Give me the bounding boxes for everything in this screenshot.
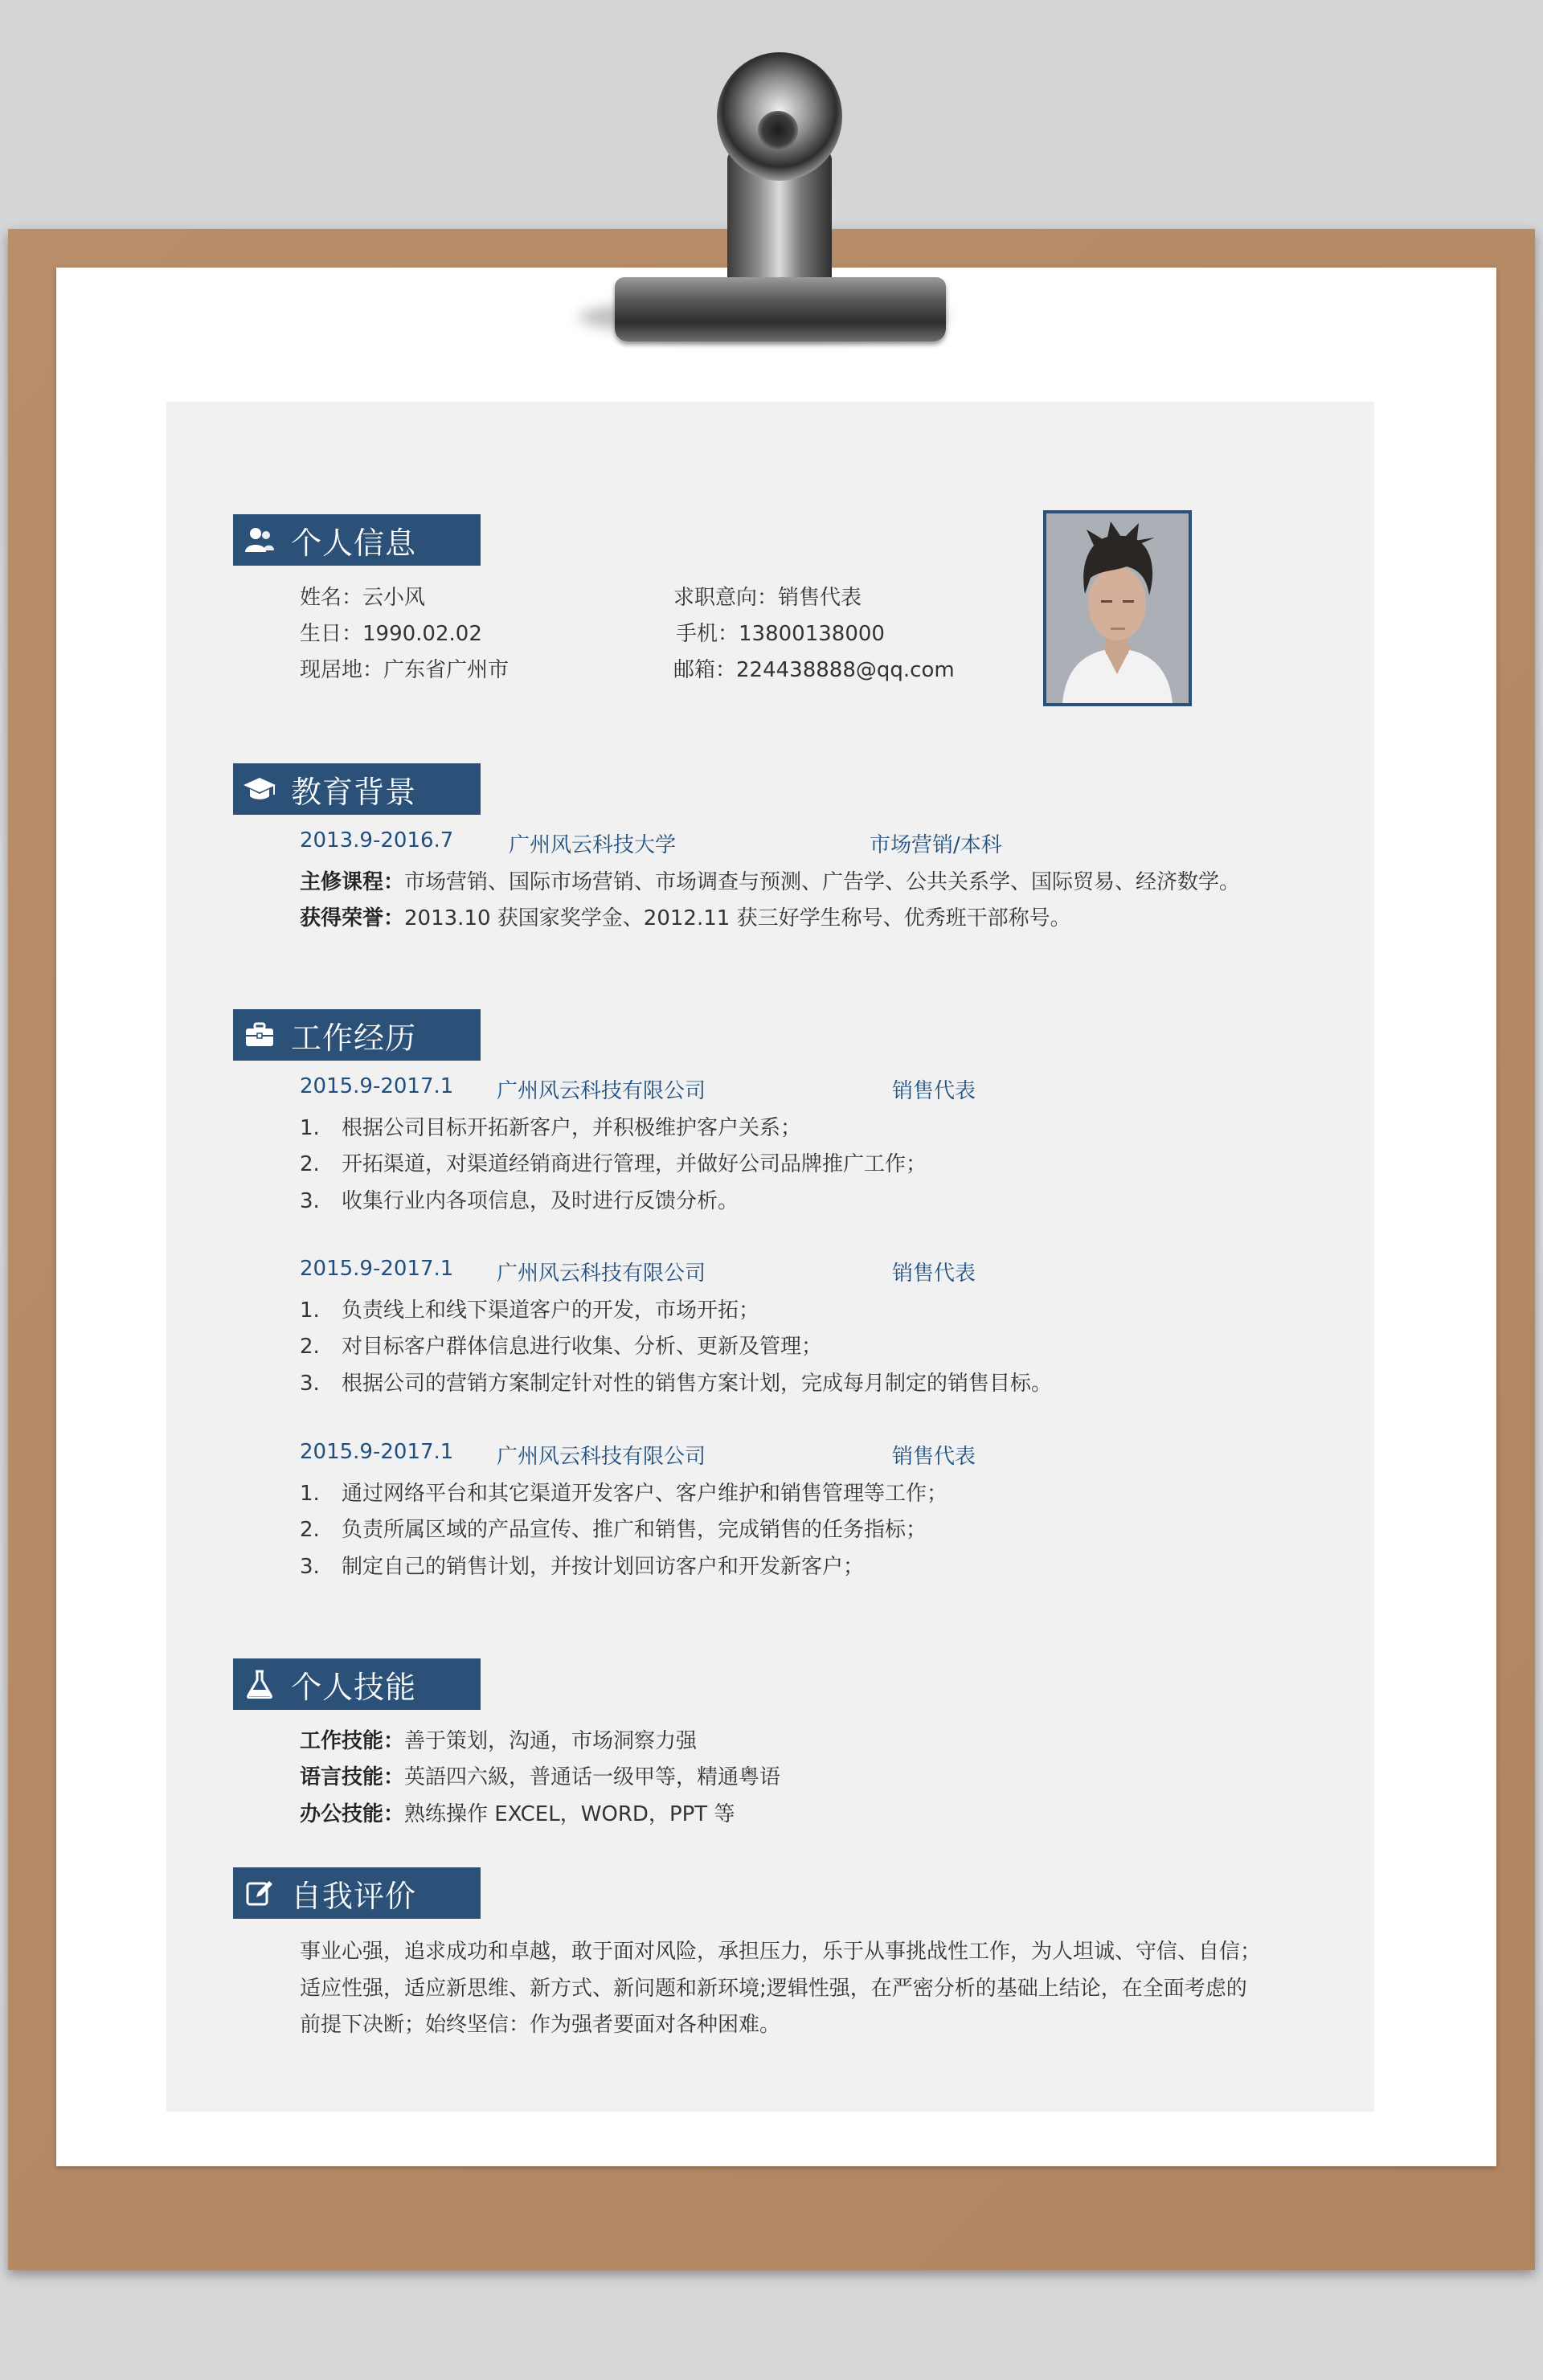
job-item-text: 收集行业内各项信息，及时进行反馈分析。 — [342, 1189, 739, 1213]
job-position: 销售代表 — [892, 1445, 976, 1469]
job-item-text: 通过网络平台和其它渠道开发客户、客户维护和销售管理等工作； — [342, 1482, 948, 1506]
job-period: 2015.9-2017.1 — [300, 1074, 454, 1098]
job-item — [300, 1367, 1052, 1397]
section-personal-header — [233, 514, 481, 566]
education-honors-text: 2013.10 获国家奖学金、2012.11 获三好学生称号、优秀班干部称号。 — [404, 906, 1071, 930]
education-courses — [300, 865, 1240, 895]
clip-hole — [758, 111, 798, 149]
job-item — [300, 1550, 864, 1580]
personal-intention: 求职意向：销售代表 — [673, 586, 862, 610]
education-courses-label: 主修课程： — [300, 870, 405, 894]
section-skills-header — [233, 1658, 481, 1710]
self-eval-line: 前提下决断；始终坚信：作为强者要面对各种困难。 — [300, 2013, 781, 2037]
skill-office-label: 办公技能： — [300, 1802, 405, 1826]
skill-work-text: 善于策划，沟通，市场洞察力强 — [404, 1729, 698, 1753]
edit-icon — [239, 1867, 280, 1919]
job-item-number: 2. — [300, 1152, 320, 1176]
profile-photo — [1043, 510, 1192, 706]
job-item-number: 3. — [300, 1372, 320, 1396]
personal-residence: 现居地：广东省广州市 — [300, 658, 510, 682]
education-honors-label: 获得荣誉： — [300, 906, 405, 930]
job-item-number: 1. — [300, 1116, 320, 1140]
graduation-cap-icon — [239, 763, 280, 815]
job-company: 广州风云科技有限公司 — [497, 1262, 706, 1286]
skill-language-label: 语言技能： — [300, 1765, 405, 1789]
section-skills-title: 个人技能 — [291, 1669, 417, 1705]
job-item-number: 3. — [300, 1555, 320, 1579]
job-item-text: 开拓渠道，对渠道经销商进行管理，并做好公司品牌推广工作； — [342, 1152, 927, 1176]
job-item-text: 对目标客户群体信息进行收集、分析、更新及管理； — [342, 1335, 823, 1359]
education-major: 市场营销/本科 — [870, 833, 1002, 857]
job-item — [300, 1513, 927, 1543]
section-self-eval-header — [233, 1867, 481, 1919]
briefcase-icon — [239, 1009, 280, 1061]
job-item-number: 1. — [300, 1298, 320, 1323]
section-education-header — [233, 763, 481, 815]
job-item-text: 根据公司目标开拓新客户，并积极维护客户关系； — [342, 1116, 802, 1140]
skill-work — [300, 1724, 697, 1754]
job-company: 广州风云科技有限公司 — [497, 1445, 706, 1469]
job-position: 销售代表 — [892, 1262, 976, 1286]
job-item-number: 2. — [300, 1335, 320, 1359]
job-item — [300, 1330, 822, 1360]
skill-language — [300, 1760, 780, 1790]
flask-icon — [239, 1658, 280, 1710]
job-item — [300, 1111, 801, 1141]
job-item-number: 3. — [300, 1189, 320, 1213]
personal-phone: 手机：13800138000 — [676, 622, 885, 646]
job-item-number: 1. — [300, 1482, 320, 1506]
skill-work-label: 工作技能： — [300, 1729, 405, 1753]
education-school: 广州风云科技大学 — [509, 833, 677, 857]
clip-base — [615, 277, 946, 341]
skill-language-text: 英語四六級，普通话一级甲等，精通粤语 — [404, 1765, 781, 1789]
job-item — [300, 1477, 947, 1507]
personal-name: 姓名：云小风 — [300, 586, 426, 610]
personal-birthday: 生日：1990.02.02 — [300, 622, 482, 646]
self-eval-line: 事业心强，追求成功和卓越，敢于面对风险，承担压力，乐于从事挑战性工作，为人坦诚、守信、自信； — [300, 1940, 1262, 1964]
section-self-eval-title: 自我评价 — [291, 1878, 417, 1914]
section-work-header — [233, 1009, 481, 1061]
education-courses-text: 市场营销、国际市场营销、市场调查与预测、广告学、公共关系学、国际贸易、经济数学。 — [404, 870, 1241, 894]
job-item-text: 制定自己的销售计划，并按计划回访客户和开发新客户； — [342, 1555, 865, 1579]
job-company: 广州风云科技有限公司 — [497, 1079, 706, 1103]
education-period: 2013.9-2016.7 — [300, 828, 454, 853]
job-period: 2015.9-2017.1 — [300, 1440, 454, 1464]
job-item-text: 负责所属区域的产品宣传、推广和销售，完成销售的任务指标； — [342, 1518, 927, 1542]
self-eval-line: 适应性强，适应新思维、新方式、新问题和新环境;逻辑性强，在严密分析的基础上结论，在全面考虑的 — [300, 1977, 1247, 2001]
users-icon — [239, 514, 280, 566]
job-position: 销售代表 — [892, 1079, 976, 1103]
job-item — [300, 1147, 927, 1177]
skill-office-text: 熟练操作 EXCEL，WORD，PPT 等 — [404, 1802, 735, 1826]
job-item-text: 负责线上和线下渠道客户的开发，市场开拓； — [342, 1298, 760, 1323]
job-item-text: 根据公司的营销方案制定针对性的销售方案计划，完成每月制定的销售目标。 — [342, 1372, 1053, 1396]
job-period: 2015.9-2017.1 — [300, 1257, 454, 1281]
section-education-title: 教育背景 — [291, 774, 417, 810]
section-work-title: 工作经历 — [291, 1020, 417, 1056]
education-honors — [300, 902, 1071, 931]
section-personal-title: 个人信息 — [291, 525, 417, 561]
job-item — [300, 1294, 759, 1323]
skill-office — [300, 1797, 735, 1827]
job-item-number: 2. — [300, 1518, 320, 1542]
personal-email: 邮箱：224438888@qq.com — [673, 658, 955, 682]
job-item — [300, 1184, 739, 1214]
